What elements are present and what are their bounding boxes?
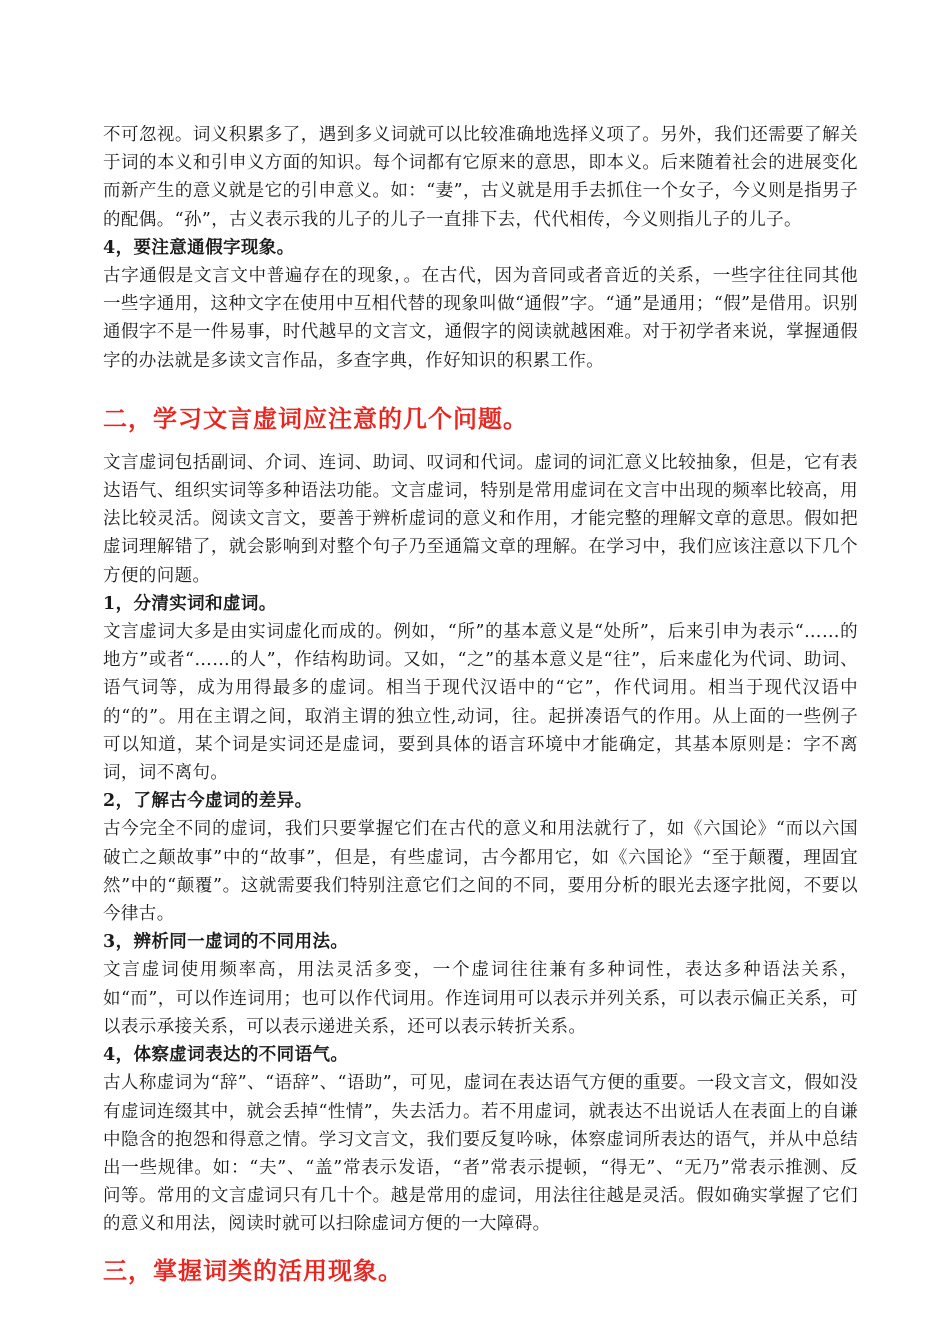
section2-heading: 二，学习文言虚词应注意的几个问题。 [103, 403, 528, 433]
section3-heading: 三，掌握词类的活用现象。 [103, 1255, 403, 1285]
document-page [103, 121, 858, 1289]
section2-item3-body: 文言虚词使用频率高，用法灵活多变，一个虚词往往兼有多种词性，表达多种语法关系，如“而”，可以作连词用；也可以作代词用。作连词用可以表示并列关系，可以表示偏正关系，可以表示承接关系，可以表示递进关系，还可以表示转折关系。 [103, 960, 858, 1037]
section2-item1-heading: 1，分清实词和虚词。 [103, 593, 277, 614]
section2-item4-heading: 4，体察虚词表达的不同语气。 [103, 1045, 349, 1066]
section2-item1-body: 文言虚词大多是由实词虚化而成的。例如，“所”的基本意义是“处所”，后来引申为表示“……的地方”或者“……的人”，作结构助词。又如，“之”的基本意义是“往”，后来虚化为代词、助词、语气词等，成为用得最多的虚词。相当于现代汉语中的“它”，作代词用。相当于现代汉语中的“的”。用在主谓之间，取消主谓的独立性,动词，往。起拼凑语气的作用。从上面的一些例子可以知道，某个词是实词还是虚词，要到具体的语言环境中才能确定，其基本原则是：字不离词，词不离句。 [103, 622, 858, 784]
section2-intro: 文言虚词包括副词、介词、连词、助词、叹词和代词。虚词的词汇意义比较抽象，但是，它有表达语气、组织实词等多种语法功能。文言虚词，特别是常用虚词在文言中出现的频率比较高，用法比较灵活。阅读文言文，要善于辨析虚词的意义和作用，才能完整的理解文章的意思。假如把虚词理解错了，就会影响到对整个句子乃至通篇文章的理解。在学习中，我们应该注意以下几个方便的问题。 [103, 452, 858, 586]
section2-item2-heading: 2，了解古今虚词的差异。 [103, 791, 313, 812]
section2-item3-heading: 3，辨析同一虚词的不同用法。 [103, 932, 349, 953]
section2-item2-body: 古今完全不同的虚词，我们只要掌握它们在古代的意义和用法就行了，如《六国论》“而以六国破亡之颠故事”中的“故事”，但是，有些虚词，古今都用它，如《六国论》“至于颠覆，理固宜然”中的“颠覆”。这就需要我们特别注意它们之间的不同，要用分析的眼光去逐字批阅，不要以今律古。 [103, 819, 858, 925]
point4-body: 古字通假是文言文中普遍存在的现象，。在古代，因为音同或者音近的关系，一些字往往同其他一些字通用，这种文字在使用中互相代替的现象叫做“通假”字。“通”是通用；“假”是借用。识别通假字不是一件易事，时代越早的文言文，通假字的阅读就越困难。对于初学者来说，掌握通假字的办法就是多读文言作品，多查字典，作好知识的积累工作。 [103, 266, 858, 371]
section2-item4-body: 古人称虚词为“辞”、“语辞”、“语助”，可见，虚词在表达语气方便的重要。一段文言文，假如没有虚词连缀其中，就会丢掉“性情”，失去活力。若不用虚词，就表达不出说话人在表面上的自谦中隐含的抱怨和得意之情。学习文言文，我们要反复吟咏，体察虚词所表达的语气，并从中总结出一些规律。如：“夫”、“盖”常表示发语，“者”常表示提顿，“得无”、“无乃”常表示推测、反问等。常用的文言虚词只有几十个。越是常用的虚词，用法往往越是灵活。假如确实掌握了它们的意义和用法，阅读时就可以扫除虚词方便的一大障碍。 [103, 1073, 858, 1235]
point4-heading: 4，要注意通假字现象。 [103, 237, 295, 258]
intro-paragraph: 不可忽视。词义积累多了，遇到多义词就可以比较准确地选择义项了。另外，我们还需要了解关于词的本义和引申义方面的知识。每个词都有它原来的意思，即本义。后来随着社会的进展变化而新产生的意义就是它的引申意义。如：“妻”，古义就是用手去抓住一个女子，今义则是指男子的配偶。“孙”，古义表示我的儿子的儿子一直排下去，代代相传，今义则指儿子的儿子。 [103, 125, 858, 230]
